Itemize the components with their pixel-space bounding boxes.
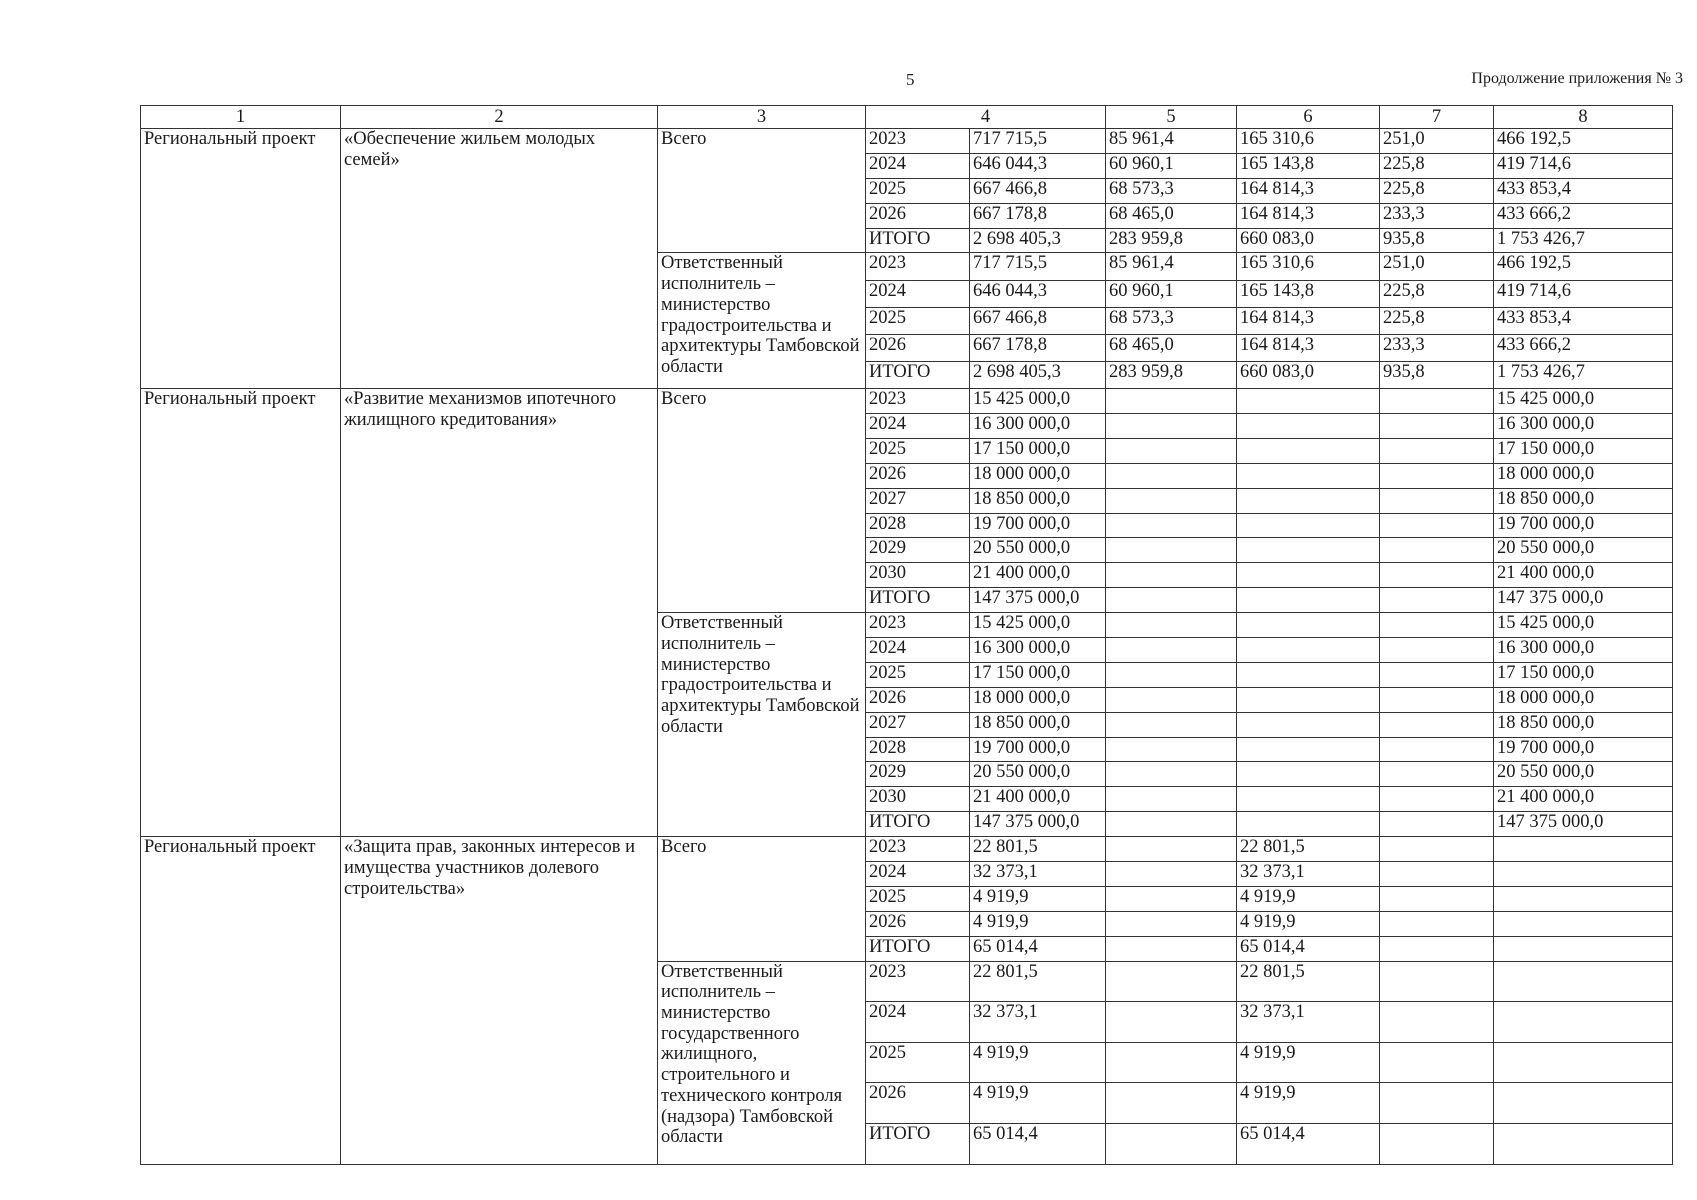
value-cell bbox=[1237, 413, 1380, 438]
value-cell bbox=[1494, 886, 1673, 911]
column-number-row bbox=[141, 106, 1673, 129]
value-cell: 19 700 000,0 bbox=[1494, 513, 1673, 538]
group-label: Всего bbox=[658, 837, 866, 961]
value-cell: 18 850 000,0 bbox=[1494, 488, 1673, 513]
value-cell: 660 083,0 bbox=[1237, 228, 1380, 253]
value-cell: 17 150 000,0 bbox=[1494, 662, 1673, 687]
value-cell bbox=[1106, 1002, 1237, 1043]
value-cell bbox=[1106, 563, 1237, 588]
value-cell: 85 961,4 bbox=[1106, 253, 1237, 280]
year-cell: 2024 bbox=[866, 637, 970, 662]
value-cell bbox=[1106, 438, 1237, 463]
year-cell: 2030 bbox=[866, 563, 970, 588]
column-number: 6 bbox=[1237, 106, 1380, 129]
value-cell bbox=[1106, 538, 1237, 563]
value-cell: 18 850 000,0 bbox=[970, 712, 1106, 737]
value-cell: 4 919,9 bbox=[1237, 886, 1380, 911]
value-cell: 22 801,5 bbox=[1237, 961, 1380, 1002]
value-cell: 164 814,3 bbox=[1237, 178, 1380, 203]
value-cell: 20 550 000,0 bbox=[1494, 762, 1673, 787]
year-cell: 2030 bbox=[866, 787, 970, 812]
value-cell bbox=[1106, 637, 1237, 662]
year-cell: ИТОГО bbox=[866, 588, 970, 613]
value-cell: 433 666,2 bbox=[1494, 203, 1673, 228]
value-cell bbox=[1106, 737, 1237, 762]
value-cell bbox=[1106, 413, 1237, 438]
value-cell bbox=[1380, 538, 1494, 563]
project-name: «Защита прав, законных интересов и имущества участников долевого строительства» bbox=[341, 837, 658, 1165]
year-cell: ИТОГО bbox=[866, 228, 970, 253]
value-cell bbox=[1380, 737, 1494, 762]
column-number: 5 bbox=[1106, 106, 1237, 129]
value-cell: 466 192,5 bbox=[1494, 253, 1673, 280]
column-number: 2 bbox=[341, 106, 658, 129]
value-cell: 935,8 bbox=[1380, 361, 1494, 388]
value-cell: 225,8 bbox=[1380, 280, 1494, 307]
page-number: 5 bbox=[906, 70, 915, 89]
year-cell: 2023 bbox=[866, 837, 970, 862]
value-cell: 15 425 000,0 bbox=[1494, 613, 1673, 638]
year-cell: 2029 bbox=[866, 538, 970, 563]
value-cell bbox=[1494, 862, 1673, 887]
value-cell: 32 373,1 bbox=[970, 862, 1106, 887]
value-cell: 18 850 000,0 bbox=[970, 488, 1106, 513]
value-cell: 935,8 bbox=[1380, 228, 1494, 253]
year-cell: 2029 bbox=[866, 762, 970, 787]
value-cell bbox=[1237, 488, 1380, 513]
value-cell: 18 000 000,0 bbox=[970, 463, 1106, 488]
value-cell: 17 150 000,0 bbox=[1494, 438, 1673, 463]
value-cell: 18 850 000,0 bbox=[1494, 712, 1673, 737]
value-cell: 433 666,2 bbox=[1494, 334, 1673, 361]
value-cell bbox=[1237, 712, 1380, 737]
value-cell bbox=[1380, 687, 1494, 712]
value-cell: 251,0 bbox=[1380, 129, 1494, 154]
project-type: Региональный проект bbox=[141, 129, 341, 389]
value-cell: 667 178,8 bbox=[970, 203, 1106, 228]
group-label: Ответственный исполнитель – министерство градостроительства и архитектуры Тамбовской области bbox=[658, 253, 866, 389]
value-cell bbox=[1106, 1083, 1237, 1124]
year-cell: ИТОГО bbox=[866, 936, 970, 961]
value-cell: 233,3 bbox=[1380, 203, 1494, 228]
value-cell: 147 375 000,0 bbox=[970, 588, 1106, 613]
value-cell: 233,3 bbox=[1380, 334, 1494, 361]
value-cell bbox=[1106, 1042, 1237, 1083]
value-cell bbox=[1106, 687, 1237, 712]
value-cell bbox=[1106, 911, 1237, 936]
project-type: Региональный проект bbox=[141, 389, 341, 837]
value-cell: 164 814,3 bbox=[1237, 334, 1380, 361]
value-cell: 17 150 000,0 bbox=[970, 662, 1106, 687]
value-cell bbox=[1237, 662, 1380, 687]
value-cell: 147 375 000,0 bbox=[1494, 812, 1673, 837]
year-cell: 2023 bbox=[866, 129, 970, 154]
year-cell: 2026 bbox=[866, 334, 970, 361]
value-cell bbox=[1380, 837, 1494, 862]
value-cell: 68 465,0 bbox=[1106, 203, 1237, 228]
value-cell bbox=[1494, 1083, 1673, 1124]
value-cell: 21 400 000,0 bbox=[1494, 563, 1673, 588]
value-cell bbox=[1106, 961, 1237, 1002]
value-cell: 21 400 000,0 bbox=[970, 563, 1106, 588]
value-cell: 65 014,4 bbox=[1237, 936, 1380, 961]
value-cell bbox=[1380, 389, 1494, 414]
value-cell: 60 960,1 bbox=[1106, 280, 1237, 307]
value-cell bbox=[1380, 812, 1494, 837]
value-cell bbox=[1380, 563, 1494, 588]
value-cell: 225,8 bbox=[1380, 153, 1494, 178]
value-cell: 283 959,8 bbox=[1106, 228, 1237, 253]
value-cell: 17 150 000,0 bbox=[970, 438, 1106, 463]
value-cell bbox=[1494, 837, 1673, 862]
value-cell: 19 700 000,0 bbox=[1494, 737, 1673, 762]
year-cell: 2028 bbox=[866, 513, 970, 538]
value-cell bbox=[1106, 1123, 1237, 1164]
value-cell bbox=[1380, 413, 1494, 438]
value-cell: 16 300 000,0 bbox=[970, 413, 1106, 438]
group-label: Ответственный исполнитель – министерство государственного жилищного, строительного и технического контроля (надзора) Тамбовской области bbox=[658, 961, 866, 1164]
value-cell bbox=[1237, 563, 1380, 588]
value-cell bbox=[1106, 389, 1237, 414]
value-cell bbox=[1380, 1083, 1494, 1124]
value-cell: 4 919,9 bbox=[1237, 911, 1380, 936]
value-cell bbox=[1380, 762, 1494, 787]
value-cell: 251,0 bbox=[1380, 253, 1494, 280]
value-cell bbox=[1237, 463, 1380, 488]
value-cell bbox=[1106, 588, 1237, 613]
value-cell bbox=[1237, 787, 1380, 812]
value-cell: 2 698 405,3 bbox=[970, 361, 1106, 388]
value-cell: 32 373,1 bbox=[970, 1002, 1106, 1043]
value-cell: 433 853,4 bbox=[1494, 178, 1673, 203]
value-cell: 419 714,6 bbox=[1494, 280, 1673, 307]
value-cell: 717 715,5 bbox=[970, 253, 1106, 280]
year-cell: 2026 bbox=[866, 463, 970, 488]
value-cell bbox=[1380, 613, 1494, 638]
table-row bbox=[141, 129, 1673, 154]
value-cell bbox=[1494, 936, 1673, 961]
value-cell bbox=[1380, 1123, 1494, 1164]
value-cell: 667 466,8 bbox=[970, 178, 1106, 203]
year-cell: 2024 bbox=[866, 153, 970, 178]
year-cell: 2023 bbox=[866, 961, 970, 1002]
value-cell: 18 000 000,0 bbox=[1494, 687, 1673, 712]
value-cell: 225,8 bbox=[1380, 307, 1494, 334]
value-cell bbox=[1494, 911, 1673, 936]
value-cell: 164 814,3 bbox=[1237, 307, 1380, 334]
value-cell bbox=[1237, 588, 1380, 613]
value-cell bbox=[1237, 389, 1380, 414]
value-cell: 165 143,8 bbox=[1237, 280, 1380, 307]
year-cell: 2025 bbox=[866, 662, 970, 687]
value-cell bbox=[1380, 438, 1494, 463]
value-cell: 2 698 405,3 bbox=[970, 228, 1106, 253]
value-cell bbox=[1237, 687, 1380, 712]
value-cell bbox=[1106, 812, 1237, 837]
value-cell: 165 310,6 bbox=[1237, 253, 1380, 280]
value-cell: 32 373,1 bbox=[1237, 862, 1380, 887]
value-cell: 18 000 000,0 bbox=[1494, 463, 1673, 488]
value-cell: 19 700 000,0 bbox=[970, 737, 1106, 762]
value-cell: 4 919,9 bbox=[970, 911, 1106, 936]
year-cell: 2024 bbox=[866, 280, 970, 307]
value-cell: 419 714,6 bbox=[1494, 153, 1673, 178]
year-cell: 2027 bbox=[866, 712, 970, 737]
value-cell bbox=[1106, 513, 1237, 538]
column-number: 1 bbox=[141, 106, 341, 129]
value-cell bbox=[1380, 862, 1494, 887]
value-cell: 18 000 000,0 bbox=[970, 687, 1106, 712]
column-number: 8 bbox=[1494, 106, 1673, 129]
value-cell: 466 192,5 bbox=[1494, 129, 1673, 154]
value-cell: 147 375 000,0 bbox=[1494, 588, 1673, 613]
value-cell: 21 400 000,0 bbox=[970, 787, 1106, 812]
value-cell: 667 178,8 bbox=[970, 334, 1106, 361]
year-cell: 2025 bbox=[866, 886, 970, 911]
value-cell bbox=[1106, 837, 1237, 862]
year-cell: 2024 bbox=[866, 1002, 970, 1043]
value-cell: 68 465,0 bbox=[1106, 334, 1237, 361]
year-cell: 2026 bbox=[866, 203, 970, 228]
value-cell bbox=[1494, 961, 1673, 1002]
value-cell: 660 083,0 bbox=[1237, 361, 1380, 388]
group-label: Всего bbox=[658, 129, 866, 253]
value-cell: 1 753 426,7 bbox=[1494, 228, 1673, 253]
value-cell bbox=[1106, 787, 1237, 812]
value-cell: 165 143,8 bbox=[1237, 153, 1380, 178]
value-cell: 60 960,1 bbox=[1106, 153, 1237, 178]
year-cell: 2026 bbox=[866, 1083, 970, 1124]
funding-table bbox=[140, 105, 1673, 1165]
project-name: «Обеспечение жильем молодых семей» bbox=[341, 129, 658, 389]
value-cell bbox=[1380, 712, 1494, 737]
value-cell bbox=[1106, 613, 1237, 638]
value-cell: 15 425 000,0 bbox=[1494, 389, 1673, 414]
value-cell: 22 801,5 bbox=[1237, 837, 1380, 862]
year-cell: ИТОГО bbox=[866, 812, 970, 837]
year-cell: 2026 bbox=[866, 911, 970, 936]
value-cell: 32 373,1 bbox=[1237, 1002, 1380, 1043]
value-cell: 4 919,9 bbox=[970, 1042, 1106, 1083]
value-cell bbox=[1494, 1002, 1673, 1043]
value-cell bbox=[1237, 762, 1380, 787]
value-cell bbox=[1380, 488, 1494, 513]
value-cell: 20 550 000,0 bbox=[970, 762, 1106, 787]
value-cell: 1 753 426,7 bbox=[1494, 361, 1673, 388]
value-cell: 4 919,9 bbox=[970, 886, 1106, 911]
year-cell: ИТОГО bbox=[866, 361, 970, 388]
value-cell: 65 014,4 bbox=[970, 936, 1106, 961]
value-cell bbox=[1494, 1123, 1673, 1164]
value-cell bbox=[1380, 936, 1494, 961]
year-cell: 2023 bbox=[866, 389, 970, 414]
value-cell bbox=[1237, 737, 1380, 762]
year-cell: 2025 bbox=[866, 1042, 970, 1083]
group-label: Ответственный исполнитель – министерство градостроительства и архитектуры Тамбовской области bbox=[658, 613, 866, 837]
value-cell: 16 300 000,0 bbox=[1494, 637, 1673, 662]
value-cell: 68 573,3 bbox=[1106, 178, 1237, 203]
value-cell: 147 375 000,0 bbox=[970, 812, 1106, 837]
value-cell: 85 961,4 bbox=[1106, 129, 1237, 154]
value-cell: 20 550 000,0 bbox=[970, 538, 1106, 563]
value-cell: 15 425 000,0 bbox=[970, 389, 1106, 414]
value-cell: 164 814,3 bbox=[1237, 203, 1380, 228]
value-cell bbox=[1106, 886, 1237, 911]
value-cell bbox=[1106, 712, 1237, 737]
value-cell: 283 959,8 bbox=[1106, 361, 1237, 388]
value-cell bbox=[1237, 812, 1380, 837]
value-cell: 65 014,4 bbox=[970, 1123, 1106, 1164]
year-cell: 2024 bbox=[866, 862, 970, 887]
year-cell: 2023 bbox=[866, 613, 970, 638]
value-cell bbox=[1380, 911, 1494, 936]
value-cell bbox=[1380, 1042, 1494, 1083]
value-cell bbox=[1380, 637, 1494, 662]
column-number: 3 bbox=[658, 106, 866, 129]
year-cell: 2026 bbox=[866, 687, 970, 712]
value-cell bbox=[1106, 463, 1237, 488]
value-cell bbox=[1380, 961, 1494, 1002]
value-cell: 20 550 000,0 bbox=[1494, 538, 1673, 563]
value-cell: 22 801,5 bbox=[970, 961, 1106, 1002]
year-cell: 2025 bbox=[866, 307, 970, 334]
column-number: 7 bbox=[1380, 106, 1494, 129]
project-type: Региональный проект bbox=[141, 837, 341, 1165]
value-cell bbox=[1494, 1042, 1673, 1083]
value-cell bbox=[1380, 662, 1494, 687]
group-label: Всего bbox=[658, 389, 866, 613]
table-row bbox=[141, 389, 1673, 414]
value-cell bbox=[1380, 463, 1494, 488]
value-cell: 225,8 bbox=[1380, 178, 1494, 203]
column-number: 4 bbox=[866, 106, 1106, 129]
value-cell: 433 853,4 bbox=[1494, 307, 1673, 334]
value-cell bbox=[1380, 513, 1494, 538]
value-cell bbox=[1380, 886, 1494, 911]
value-cell: 4 919,9 bbox=[1237, 1083, 1380, 1124]
value-cell bbox=[1237, 637, 1380, 662]
table-row bbox=[141, 837, 1673, 862]
year-cell: 2027 bbox=[866, 488, 970, 513]
year-cell: ИТОГО bbox=[866, 1123, 970, 1164]
year-cell: 2023 bbox=[866, 253, 970, 280]
value-cell bbox=[1237, 513, 1380, 538]
value-cell: 4 919,9 bbox=[970, 1083, 1106, 1124]
value-cell bbox=[1237, 438, 1380, 463]
value-cell: 667 466,8 bbox=[970, 307, 1106, 334]
value-cell: 717 715,5 bbox=[970, 129, 1106, 154]
value-cell: 646 044,3 bbox=[970, 280, 1106, 307]
value-cell bbox=[1237, 613, 1380, 638]
value-cell bbox=[1380, 588, 1494, 613]
year-cell: 2024 bbox=[866, 413, 970, 438]
year-cell: 2025 bbox=[866, 178, 970, 203]
value-cell bbox=[1106, 862, 1237, 887]
year-cell: 2025 bbox=[866, 438, 970, 463]
value-cell bbox=[1380, 787, 1494, 812]
value-cell: 165 310,6 bbox=[1237, 129, 1380, 154]
year-cell: 2028 bbox=[866, 737, 970, 762]
value-cell bbox=[1106, 936, 1237, 961]
value-cell: 65 014,4 bbox=[1237, 1123, 1380, 1164]
value-cell: 68 573,3 bbox=[1106, 307, 1237, 334]
value-cell: 21 400 000,0 bbox=[1494, 787, 1673, 812]
value-cell: 19 700 000,0 bbox=[970, 513, 1106, 538]
value-cell: 22 801,5 bbox=[970, 837, 1106, 862]
value-cell bbox=[1106, 762, 1237, 787]
value-cell bbox=[1380, 1002, 1494, 1043]
value-cell: 16 300 000,0 bbox=[970, 637, 1106, 662]
value-cell bbox=[1106, 488, 1237, 513]
value-cell: 16 300 000,0 bbox=[1494, 413, 1673, 438]
value-cell bbox=[1237, 538, 1380, 563]
value-cell: 4 919,9 bbox=[1237, 1042, 1380, 1083]
value-cell bbox=[1106, 662, 1237, 687]
value-cell: 15 425 000,0 bbox=[970, 613, 1106, 638]
value-cell: 646 044,3 bbox=[970, 153, 1106, 178]
appendix-note: Продолжение приложения № 3 bbox=[1471, 70, 1683, 87]
project-name: «Развитие механизмов ипотечного жилищного кредитования» bbox=[341, 389, 658, 837]
